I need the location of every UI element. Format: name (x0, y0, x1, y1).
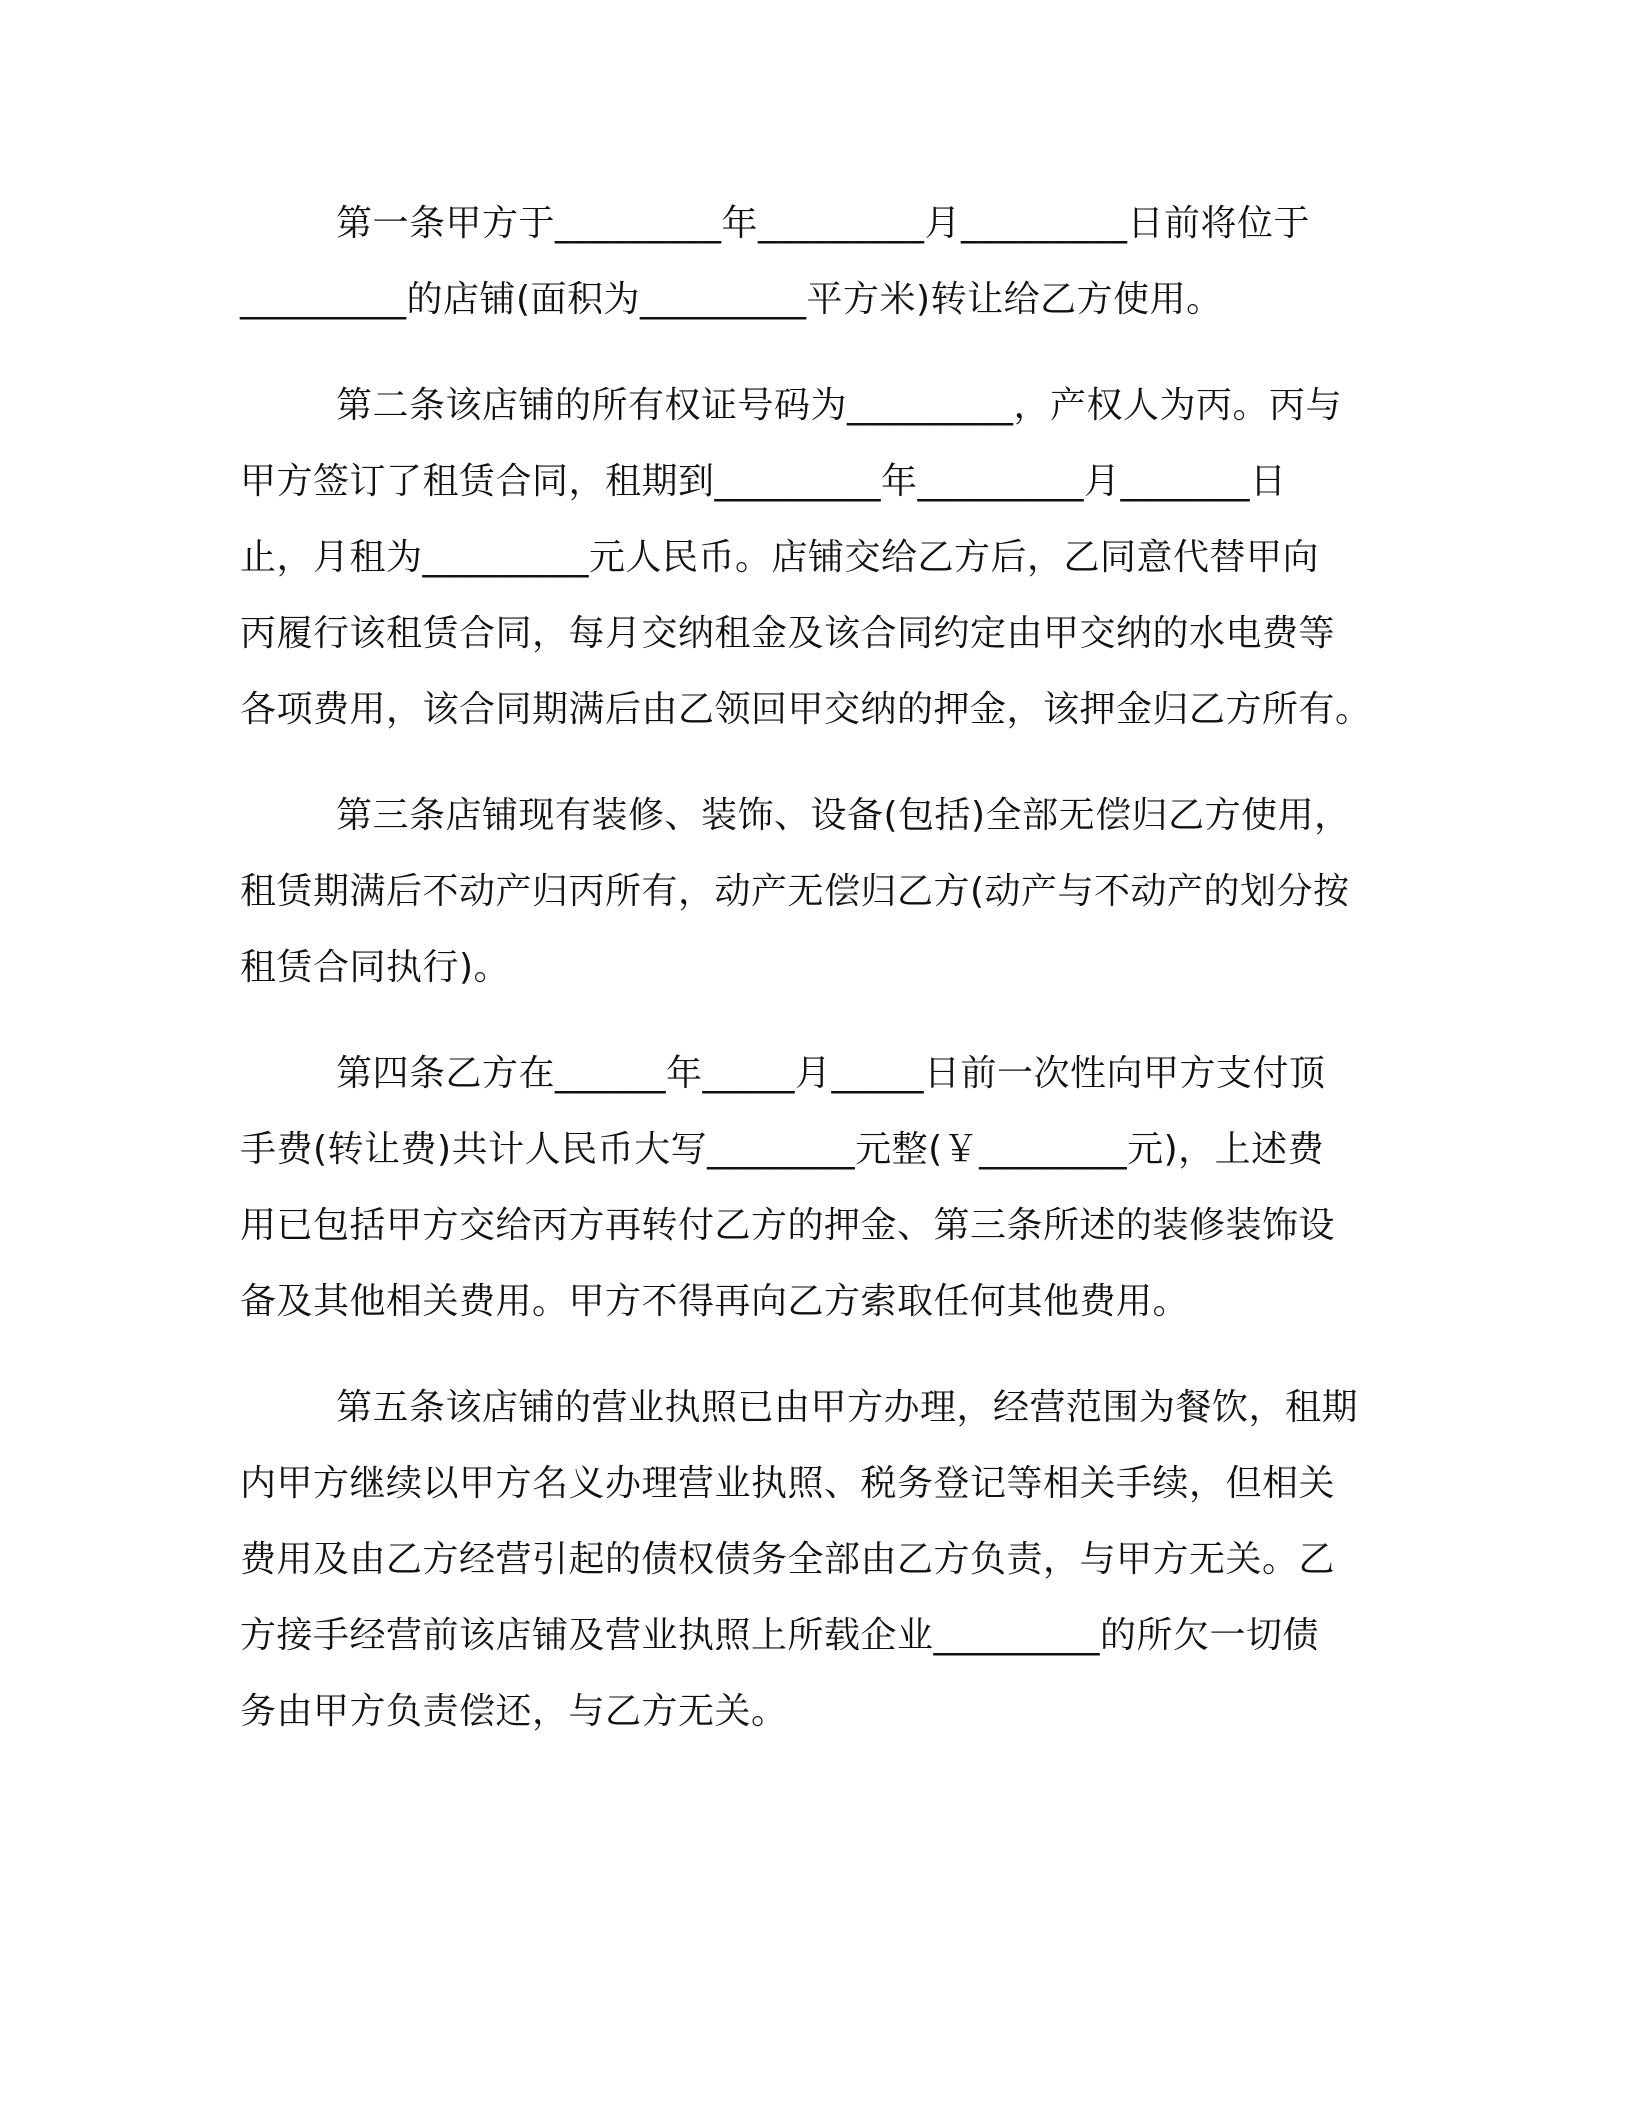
clause-5 (240, 1370, 1380, 1750)
clause-2 (240, 368, 1380, 748)
clause-line: 方接手经营前该店铺及营业执照上所载企业_________的所欠一切债 (240, 1615, 1320, 1656)
clause-line: 止，月租为_________元人民币。店铺交给乙方后，乙同意代替甲向 (240, 537, 1320, 578)
clause-line: 甲方签订了租赁合同，租期到_________年_________月_______日 (240, 461, 1287, 502)
clause-3 (240, 778, 1380, 1006)
clause-line: 第二条该店铺的所有权证号码为_________，产权人为丙。丙与 (336, 385, 1343, 426)
clause-line: _________的店铺(面积为_________平方米)转让给乙方使用。 (240, 279, 1223, 320)
clause-line: 第三条店铺现有装修、装饰、设备(包括)全部无偿归乙方使用， (336, 795, 1351, 836)
clause-line: 第四条乙方在______年_____月_____日前一次性向甲方支付顶 (336, 1053, 1326, 1094)
clause-line: 费用及由乙方经营引起的债权债务全部由乙方负责，与甲方无关。乙 (240, 1539, 1336, 1580)
clause-line: 丙履行该租赁合同，每月交纳租金及该合同约定由甲交纳的水电费等 (240, 613, 1336, 654)
clause-4 (240, 1036, 1380, 1340)
clause-line: 内甲方继续以甲方名义办理营业执照、税务登记等相关手续，但相关 (240, 1463, 1336, 1504)
clause-line: 租赁合同执行)。 (240, 947, 511, 988)
clause-1 (240, 186, 1380, 338)
clause-line: 租赁期满后不动产归丙所有，动产无偿归乙方(动产与不动产的划分按 (240, 871, 1350, 912)
clause-line: 务由甲方负责偿还，与乙方无关。 (240, 1691, 788, 1732)
clause-line: 第五条该店铺的营业执照已由甲方办理，经营范围为餐饮，租期 (336, 1387, 1359, 1428)
clause-line: 手费(转让费)共计人民币大写________元整(￥________元)，上述费 (240, 1129, 1325, 1170)
clause-line: 各项费用，该合同期满后由乙领回甲交纳的押金，该押金归乙方所有。 (240, 689, 1372, 730)
clause-line: 用已包括甲方交给丙方再转付乙方的押金、第三条所述的装修装饰设 (240, 1205, 1336, 1246)
document-page (240, 186, 1380, 1780)
clause-line: 备及其他相关费用。甲方不得再向乙方索取任何其他费用。 (240, 1281, 1190, 1322)
clause-line: 第一条甲方于_________年_________月_________日前将位于 (336, 203, 1311, 244)
